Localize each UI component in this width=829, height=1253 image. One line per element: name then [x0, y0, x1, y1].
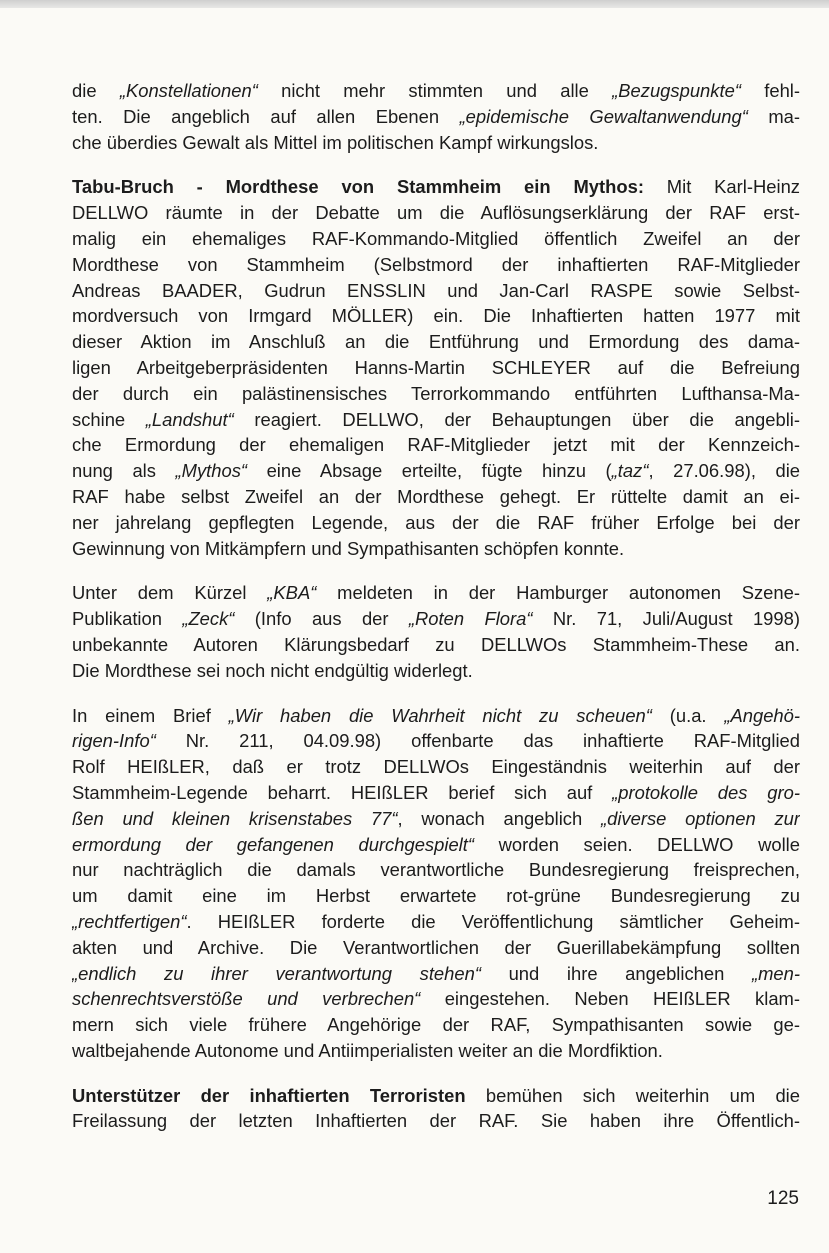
text-line	[72, 658, 800, 684]
italic-quote-text: schenrechtsverstöße und verbrechen“	[72, 988, 421, 1010]
text-segment: , wonach angeblich	[397, 807, 601, 829]
text-segment: nicht mehr stimmten und alle	[257, 80, 613, 101]
text-segment: der durch ein palästinensisches Terrorkommando entführten Lufthansa-Ma-	[72, 382, 800, 404]
italic-quote-text: „Zeck“	[182, 608, 235, 630]
italic-quote-text: „Mythos“	[175, 460, 248, 482]
italic-quote-text: „protokolle des gro-	[612, 781, 800, 803]
page-number: 125	[767, 1188, 799, 1209]
text-line	[72, 1108, 800, 1134]
italic-quote-text: „Wir haben die Wahrheit nicht zu scheuen“	[228, 704, 652, 726]
text-line	[72, 883, 800, 909]
text-segment: mordversuch von Irmgard MÖLLER) ein. Die Inhaftierten hatten 1977 mit	[72, 305, 800, 327]
italic-quote-text: rigen-Info“	[72, 730, 156, 752]
text-segment: Gewinnung von Mitkämpfern und Sympathisanten schöpfen konnte.	[72, 537, 625, 559]
bold-heading-text: Unterstützer der inhaftierten Terroristen	[72, 1084, 466, 1106]
text-segment: fehl-	[740, 80, 800, 101]
italic-quote-text: „Konstellationen“	[119, 80, 258, 101]
text-line	[72, 909, 800, 935]
italic-quote-text: „Roten Flora“	[408, 608, 533, 630]
text-line	[72, 200, 800, 226]
text-segment: und ihre angeblichen	[480, 962, 752, 984]
text-line	[72, 484, 800, 510]
text-line	[72, 857, 800, 883]
text-line	[72, 432, 800, 458]
italic-quote-text: ßen und kleinen krisenstabes 77“	[72, 807, 398, 829]
text-line	[72, 580, 800, 606]
text-line	[72, 606, 800, 632]
text-line	[72, 381, 800, 407]
text-line	[72, 754, 800, 780]
italic-quote-text: „Angehö-	[724, 704, 800, 726]
text-segment: Mit Karl-Heinz	[643, 176, 800, 198]
text-line	[72, 130, 800, 156]
paragraph	[72, 78, 800, 155]
text-segment: Rolf HEIßLER, daß er trotz DELLWOs Eingeständnis weiterhin auf der	[72, 756, 800, 778]
text-line	[72, 278, 800, 304]
text-segment: um damit eine im Herbst erwartete rot-grüne Bundesregierung zu	[72, 885, 800, 907]
text-line	[72, 252, 800, 278]
text-line	[72, 806, 800, 832]
text-segment: Andreas BAADER, Gudrun ENSSLIN und Jan-Carl RASPE sowie Selbst-	[72, 279, 800, 301]
text-line	[72, 104, 800, 130]
italic-quote-text: „rechtfertigen“	[72, 910, 187, 932]
text-segment: Freilassung der letzten Inhaftierten der RAF. Sie haben ihre Öffentlich-	[72, 1110, 800, 1132]
text-line	[72, 1038, 800, 1064]
text-segment: In einem Brief	[72, 704, 229, 726]
text-line	[72, 703, 800, 729]
text-line	[72, 226, 800, 252]
text-line	[72, 536, 800, 562]
text-segment: schine	[72, 408, 146, 430]
text-segment: meldeten in der Hamburger autonomen Szene-	[316, 582, 800, 604]
paragraph	[72, 580, 800, 683]
text-segment: ma-	[747, 105, 800, 127]
text-segment: dieser Aktion im Anschluß an die Entführung und Ermordung des dama-	[72, 331, 800, 353]
text-line	[72, 303, 800, 329]
text-segment: , 27.06.98), die	[648, 460, 800, 482]
text-line	[72, 407, 800, 433]
text-line	[72, 728, 800, 754]
text-segment: DELLWO räumte in der Debatte um die Auflösungserklärung der RAF erst-	[72, 202, 800, 224]
text-line	[72, 961, 800, 987]
italic-quote-text: ermordung der gefangenen durchgespielt“	[72, 833, 474, 855]
italic-quote-text: „Bezugspunkte“	[612, 80, 741, 101]
text-segment: (Info aus der	[234, 608, 409, 630]
paragraph	[72, 174, 800, 561]
text-segment: nur nachträglich die damals verantwortliche Bundesregierung freisprechen,	[72, 859, 800, 881]
scan-top-edge	[0, 0, 829, 8]
text-segment: ligen Arbeitgeberpräsidenten Hanns-Martin SCHLEYER auf die Befreiung	[72, 356, 800, 378]
text-line	[72, 355, 800, 381]
text-segment: Die Mordthese sei noch nicht endgültig widerlegt.	[72, 659, 473, 681]
text-line	[72, 458, 800, 484]
text-line	[72, 632, 800, 658]
text-line	[72, 510, 800, 536]
text-segment: che überdies Gewalt als Mittel im politischen Kampf wirkungslos.	[72, 131, 599, 153]
text-segment: unbekannte Autoren Klärungsbedarf zu DELLWOs Stammheim-These an.	[72, 633, 800, 655]
text-segment: che Ermordung der ehemaligen RAF-Mitglieder jetzt mit der Kennzeich-	[72, 434, 800, 456]
text-line	[72, 986, 800, 1012]
text-line	[72, 780, 800, 806]
italic-quote-text: „taz“	[611, 460, 649, 482]
text-segment: malig ein ehemaliges RAF-Kommando-Mitglied öffentlich Zweifel an der	[72, 227, 800, 249]
bold-heading-text: Tabu-Bruch - Mordthese von Stammheim ein Mythos:	[72, 176, 644, 198]
text-segment: bemühen sich weiterhin um die	[465, 1084, 800, 1106]
text-line	[72, 78, 800, 104]
italic-quote-text: „KBA“	[267, 582, 317, 604]
text-line	[72, 174, 800, 200]
italic-quote-text: „men-	[751, 962, 800, 984]
text-segment: reagiert. DELLWO, der Behauptungen über die angebli-	[233, 408, 800, 430]
text-segment: Nr. 211, 04.09.98) offenbarte das inhaftierte RAF-Mitglied	[155, 730, 800, 752]
text-line	[72, 329, 800, 355]
paragraph	[72, 703, 800, 1064]
text-segment: Nr. 71, Juli/August 1998)	[532, 608, 800, 630]
text-segment: mern sich viele frühere Angehörige der RAF, Sympathisanten sowie ge-	[72, 1014, 800, 1036]
text-segment: worden seien. DELLWO wolle	[474, 833, 800, 855]
text-segment: die	[72, 80, 120, 101]
text-segment: akten und Archive. Die Verantwortlichen der Guerillabekämpfung sollten	[72, 936, 800, 958]
document-page	[72, 78, 800, 1153]
text-segment: ner jahrelang gepflegten Legende, aus der die RAF früher Erfolge bei der	[72, 511, 800, 533]
italic-quote-text: „epidemische Gewaltanwendung“	[459, 105, 748, 127]
text-segment: (u.a.	[651, 704, 725, 726]
text-line	[72, 1012, 800, 1038]
text-segment: ten. Die angeblich auf allen Ebenen	[72, 105, 460, 127]
text-segment: Mordthese von Stammheim (Selbstmord der inhaftierten RAF-Mitglieder	[72, 253, 800, 275]
text-segment: Unter dem Kürzel	[72, 582, 268, 604]
text-segment: . HEIßLER forderte die Veröffentlichung sämtlicher Geheim-	[186, 910, 800, 932]
text-segment: nung als	[72, 460, 176, 482]
text-segment: Stammheim-Legende beharrt. HEIßLER berief sich auf	[72, 781, 613, 803]
italic-quote-text: „diverse optionen zur	[600, 807, 800, 829]
paragraph	[72, 1083, 800, 1135]
text-segment: waltbejahende Autonome und Antiimperialisten weiter an die Mordfiktion.	[72, 1039, 663, 1061]
text-line	[72, 832, 800, 858]
text-segment: Publikation	[72, 608, 183, 630]
text-segment: eine Absage erteilte, fügte hinzu (	[247, 460, 612, 482]
text-segment: RAF habe selbst Zweifel an der Mordthese gehegt. Er rüttelte damit an ei-	[72, 485, 800, 507]
text-line	[72, 935, 800, 961]
italic-quote-text: „Landshut“	[145, 408, 234, 430]
text-line	[72, 1083, 800, 1109]
italic-quote-text: „endlich zu ihrer verantwortung stehen“	[72, 962, 481, 984]
text-segment: eingestehen. Neben HEIßLER klam-	[420, 988, 800, 1010]
